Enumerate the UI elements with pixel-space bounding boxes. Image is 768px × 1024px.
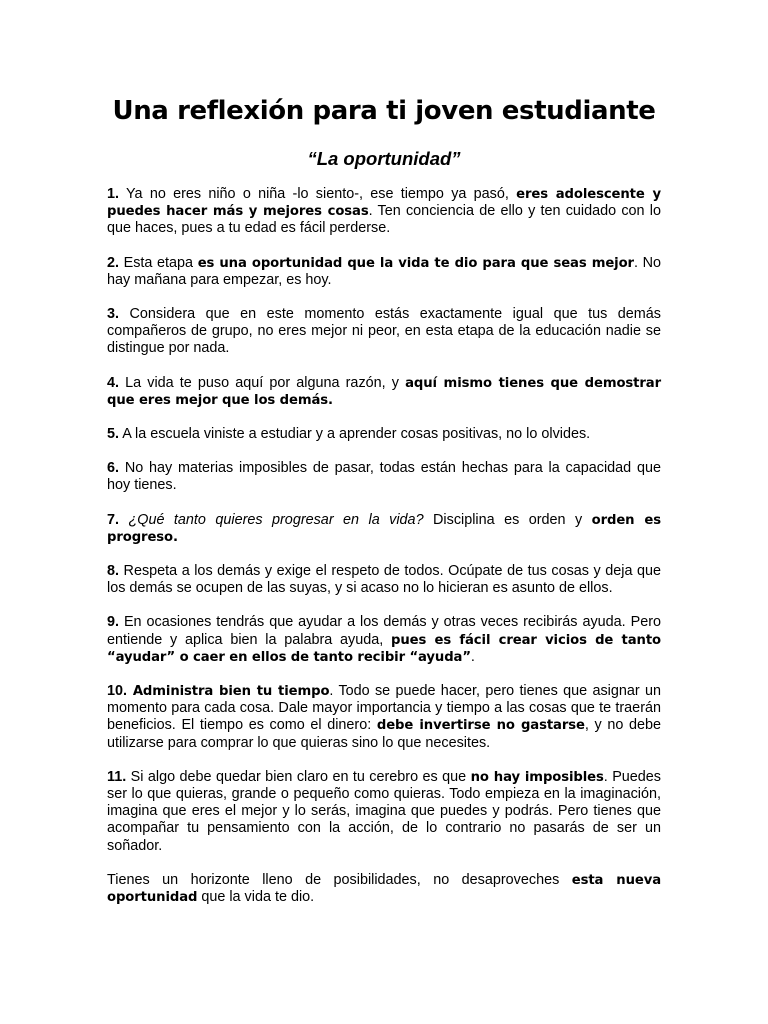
paragraph-text: La vida te puso aquí por alguna razón, y (119, 374, 406, 391)
item-number: 5. (107, 426, 120, 443)
item-number: 8. (107, 563, 120, 580)
paragraph-bold-text: Administra bien tu tiempo (127, 684, 330, 700)
paragraph-text: Esta etapa (119, 254, 198, 271)
paragraph-1 (107, 186, 661, 238)
paragraph-bold-text: pues es fácil crear vicios de tanto “ayudar” o caer en ellos de tanto recibir “ayuda” (107, 632, 661, 665)
document-subtitle: “La oportunidad” (307, 148, 461, 169)
paragraph-text: Disciplina es orden y (423, 511, 592, 528)
paragraph-italic-text: ¿Qué tanto quieres progresar en la vida? (119, 511, 424, 528)
paragraph-bold-text: aquí mismo tienes que demostrar que eres mejor que los demás. (107, 375, 661, 408)
paragraph-6 (107, 460, 661, 494)
paragraph-text: . No hay mañana para empezar, es hoy. (107, 254, 661, 288)
paragraph-bold-text: no hay imposibles (470, 769, 604, 785)
paragraph-8 (107, 563, 661, 597)
paragraph-11 (107, 769, 661, 855)
paragraph-text: , y no debe utilizarse para comprar lo que quieras sino lo que necesites. (107, 717, 661, 751)
item-number: 1. (107, 186, 120, 202)
paragraph-text: Considera que en este momento estás exactamente igual que tus demás compañeros de grupo, no eres mejor ni peor, en esta etapa de la educación nadie se distingue por nada. (107, 306, 661, 357)
paragraph-text: . Ten conciencia de ello y ten cuidado con lo que haces, pues a tu edad es fácil perderse. (107, 203, 661, 237)
paragraph-text: Tienes un horizonte lleno de posibilidades, no desaproveches (107, 871, 572, 888)
paragraph-text: . Todo se puede hacer, pero tienes que asignar un momento para cada cosa. Dale mayor importancia y tiempo a las cosas que te traerán beneficios. El tiempo es como el dinero: (107, 683, 661, 734)
paragraph-bold-text: esta nueva oportunidad (107, 872, 661, 906)
paragraph-text: Respeta a los demás y exige el respeto de todos. Ocúpate de tus cosas y deja que los demás se ocupen de las suyas, y si acaso no lo hicieran es asunto de ellos. (107, 563, 661, 597)
item-number: 4. (107, 374, 120, 391)
item-number: 9. (107, 614, 120, 631)
paragraph-2 (107, 255, 661, 289)
paragraph-text: que la vida te dio. (197, 889, 315, 906)
paragraph-5 (107, 426, 661, 443)
document-body (107, 186, 661, 923)
paragraph-7 (107, 512, 661, 546)
paragraph-text: No hay materias imposibles de pasar, todas están hechas para la capacidad que hoy tienes. (107, 460, 661, 494)
paragraph-bold-text: eres adolescente y puedes hacer más y mejores cosas (107, 187, 661, 220)
item-number: 2. (107, 254, 120, 271)
paragraph-text: Ya no eres niño o niña -lo siento-, ese tiempo ya pasó, (119, 186, 517, 202)
item-number: 7. (107, 511, 120, 528)
paragraph-9 (107, 614, 661, 666)
paragraph-10 (107, 683, 661, 752)
paragraph-bold-text: debe invertirse no gastarse (376, 718, 585, 734)
paragraph-text: . Puedes ser lo que quieras, grande o pequeño como quieras. Todo empieza en la imaginación, imagina que eres el mejor y lo serás, imagina que puedes y podrás. Pero tienes que acompañar tu pensamiento con la acción, de lo contrario no pasarás de ser un soñador. (107, 768, 661, 854)
item-number: 3. (107, 306, 120, 323)
paragraph-bold-text: orden es progreso. (107, 512, 661, 545)
paragraph-text: . (470, 648, 475, 665)
paragraph-3 (107, 306, 661, 358)
paragraph-4 (107, 375, 661, 409)
paragraph-text: En ocasiones tendrás que ayudar a los demás y otras veces recibirás ayuda. Pero entiende y aplica bien la palabra ayuda, (107, 614, 661, 648)
item-number: 11. (107, 768, 127, 785)
item-number: 10. (107, 683, 128, 700)
paragraph-bold-text: es una oportunidad que la vida te dio para que seas mejor (197, 255, 634, 271)
item-number: 6. (107, 460, 120, 477)
paragraph-text: A la escuela viniste a estudiar y a aprender cosas positivas, no lo olvides. (119, 426, 591, 443)
closing-paragraph (107, 872, 661, 906)
document-title: Una reflexión para ti joven estudiante (112, 96, 656, 126)
paragraph-text: Si algo debe quedar bien claro en tu cerebro es que (126, 768, 471, 785)
